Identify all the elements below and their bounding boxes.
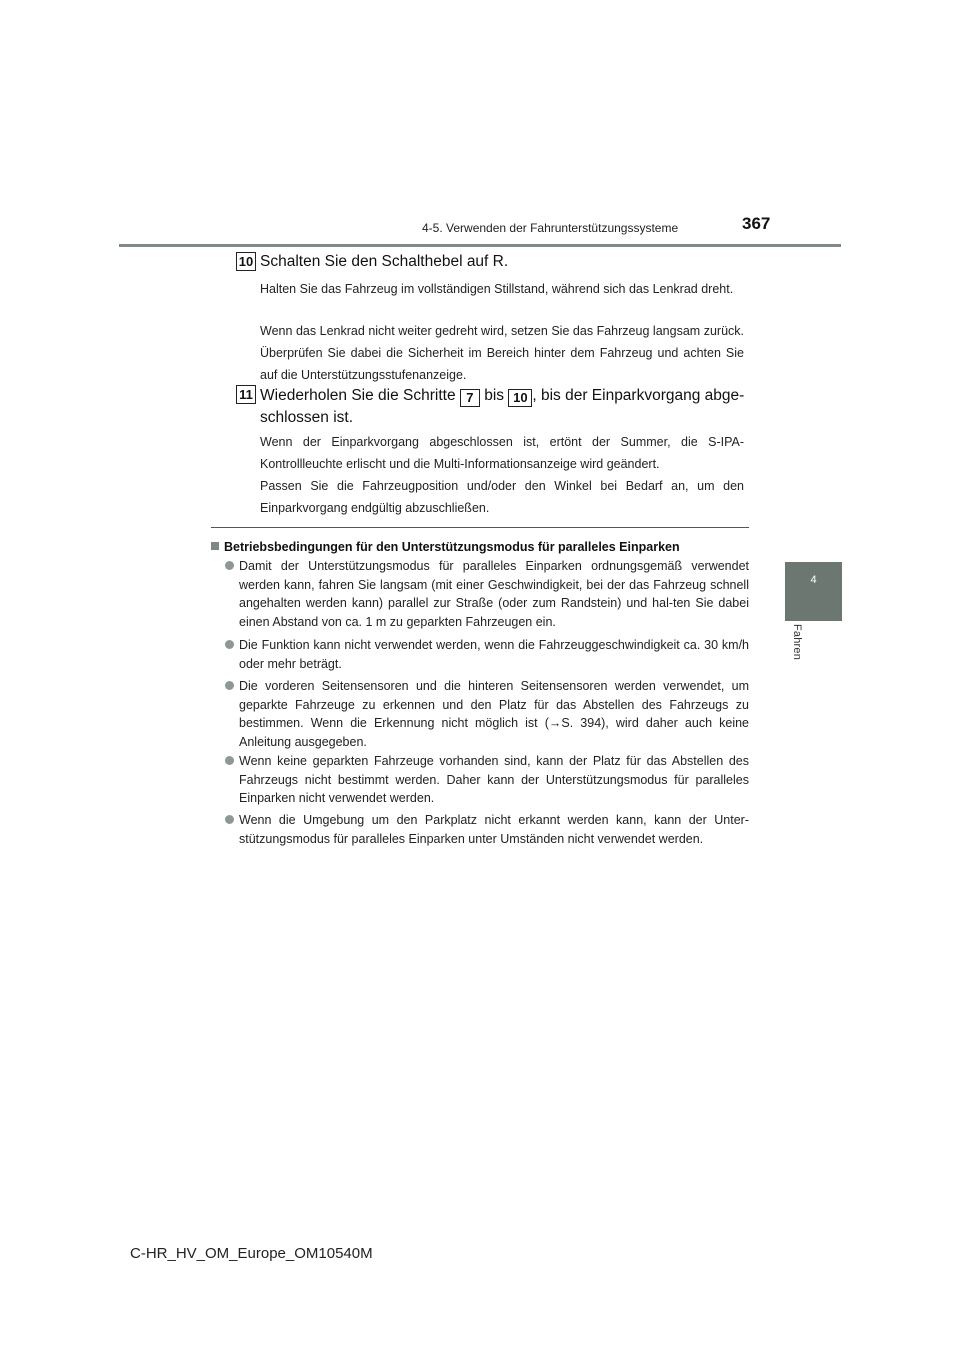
- list-item-text: Wenn die Umgebung um den Parkplatz nicht erkannt werden kann, kann der Unter-stützungsmodus für paralleles Einparken unter Umständen nicht verwendet werden.: [239, 813, 749, 846]
- list-item: [225, 811, 749, 848]
- list-item: [225, 752, 749, 808]
- step-number-box: 10: [236, 252, 256, 271]
- bullet-dot-icon: [225, 640, 234, 649]
- bullet-dot-icon: [225, 756, 234, 765]
- chapter-tab-label-text: Fahren: [791, 624, 803, 661]
- section-rule: [211, 527, 749, 528]
- chapter-tab-number: 4: [810, 574, 817, 586]
- square-bullet-icon: [211, 542, 219, 550]
- chapter-tab: [785, 562, 842, 621]
- bullet-dot-icon: [225, 815, 234, 824]
- step-reference-box: 7: [460, 389, 480, 407]
- running-header-section: 4-5. Verwenden der Fahrunterstützungssysteme: [422, 221, 679, 235]
- step-title: [260, 385, 746, 429]
- section-heading: [211, 540, 680, 554]
- page-number: 367: [742, 214, 771, 233]
- step-paragraph: Wenn das Lenkrad nicht weiter gedreht wird, setzen Sie das Fahrzeug langsam zurück. Überprüfen Sie dabei die Sicherheit im Bereich hinter dem Fahrzeug und achten Sie auf die Unterstützungsstufenanzeige.: [260, 324, 744, 382]
- list-item: [225, 636, 749, 673]
- section-heading-text: Betriebsbedingungen für den Unterstützungsmodus für paralleles Einparken: [224, 540, 680, 554]
- document-code: C-HR_HV_OM_Europe_OM10540M: [130, 1245, 373, 1262]
- step-title-text: , bis der Einparkvorgang abge-schlossen ist.: [260, 387, 745, 426]
- bullet-dot-icon: [225, 681, 234, 690]
- step-paragraph: Halten Sie das Fahrzeug im vollständigen Stillstand, während sich das Lenkrad dreht.: [260, 282, 734, 296]
- list-item-text: Damit der Unterstützungsmodus für paralleles Einparken ordnungsgemäß verwendet werden kann, fahren Sie langsam (mit einer Geschwindigkeit, bei der das Fahrzeug schnell angehalten werden kann) parallel zur Straße (oder zum Randstein) und hal-ten Sie dabei einen Abstand von ca. 1 m zu geparkten Fahrzeugen ein.: [239, 559, 749, 629]
- header-rule: [119, 244, 841, 247]
- step-paragraph: Passen Sie die Fahrzeugposition und/oder den Winkel bei Bedarf an, um den Einparkvorgang endgültig abzuschließen.: [260, 479, 744, 515]
- step-title-text: bis: [484, 387, 505, 404]
- list-item-text: Die Funktion kann nicht verwendet werden, wenn die Fahrzeuggeschwindigkeit ca. 30 km/h oder mehr beträgt.: [239, 638, 749, 671]
- list-item: [225, 677, 749, 751]
- list-item: [225, 557, 749, 631]
- step-title-text: Wiederholen Sie die Schritte: [260, 387, 456, 404]
- step-reference-box: 10: [508, 389, 532, 407]
- bullet-dot-icon: [225, 561, 234, 570]
- step-paragraph: Wenn der Einparkvorgang abgeschlossen ist, ertönt der Summer, die S-IPA-Kontrollleuchte erlischt und die Multi-Informationsanzeige wird geändert.: [260, 435, 744, 471]
- chapter-tab-label: [791, 624, 802, 672]
- step-title: Schalten Sie den Schalthebel auf R.: [260, 253, 509, 270]
- list-item-text: Wenn keine geparkten Fahrzeuge vorhanden sind, kann der Platz für das Abstellen des Fahrzeugs nicht bestimmt werden. Daher kann der Unterstützungsmodus für paralleles Einparken nicht verwendet werden.: [239, 754, 749, 805]
- step-number-box: 11: [236, 385, 256, 404]
- list-item-text: Die vorderen Seitensensoren und die hinteren Seitensensoren werden verwendet, um geparkte Fahrzeuge zu erkennen und den Platz für das Abstellen des Fahrzeugs zu bestimmen. Wenn die Erkennung nicht möglich ist (→S. 394), wird daher auch keine Anleitung ausgegeben.: [239, 679, 749, 749]
